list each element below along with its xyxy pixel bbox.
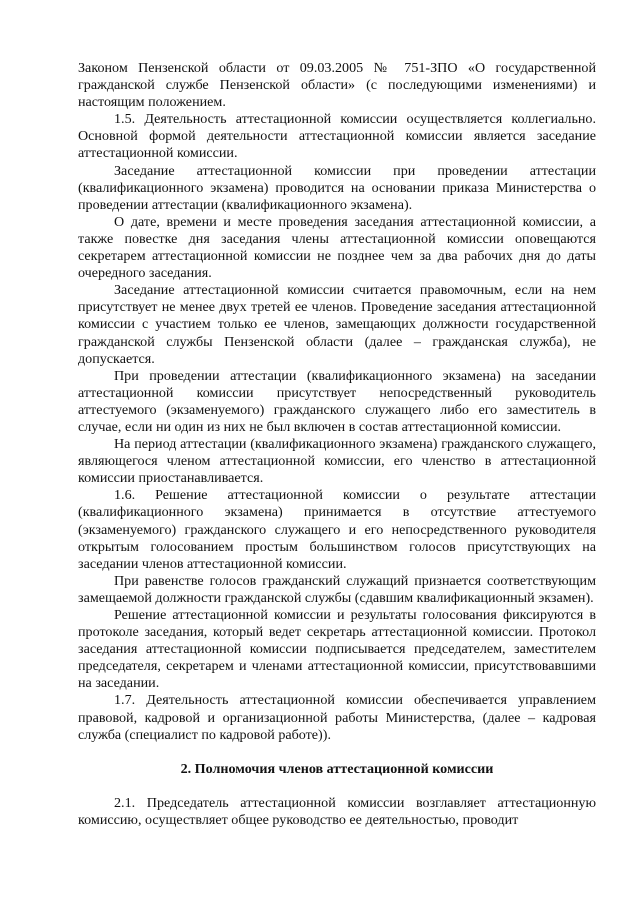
paragraph: 1.6. Решение аттестационной комиссии о результате аттестации (квалификационного экзамена) принимается в отсутствие аттестуемого (экзаменуемого) гражданского служащего и его непосредственного руководителя открытым голосованием простым большинством голосов присутствующих на заседании членов аттестационной комиссии. bbox=[78, 487, 596, 572]
paragraph: 1.5. Деятельность аттестационной комиссии осуществляется коллегиально. Основной формой деятельности аттестационной комиссии является заседание аттестационной комиссии. bbox=[78, 111, 596, 162]
paragraph: При проведении аттестации (квалификационного экзамена) на заседании аттестационной комиссии присутствует непосредственный руководитель аттестуемого (экзаменуемого) гражданского служащего либо его заместитель в случае, если ни один из них не был включен в состав аттестационной комиссии. bbox=[78, 367, 596, 435]
paragraphs-before bbox=[78, 60, 596, 744]
paragraph: О дате, времени и месте проведения заседания аттестационной комиссии, а также повестке дня заседания члены аттестационной комиссии оповещаются секретарем аттестационной комиссии не позднее чем за два рабочих дня до даты очередного заседания. bbox=[78, 213, 596, 282]
paragraphs-after bbox=[78, 795, 596, 829]
paragraph: 2.1. Председатель аттестационной комиссии возглавляет аттестационную комиссию, осуществляет общее руководство ее деятельностью, проводит bbox=[78, 794, 596, 828]
paragraph: 1.7. Деятельность аттестационной комиссии обеспечивается управлением правовой, кадровой и организационной работы Министерства, (далее – кадровая служба (специалист по кадровой работе)). bbox=[78, 692, 596, 743]
paragraph: При равенстве голосов гражданский служащий признается соответствующим замещаемой должности гражданской службы (сдавшим квалификационный экзамен). bbox=[78, 572, 596, 606]
section-heading: 2. Полномочия членов аттестационной комиссии bbox=[180, 760, 494, 777]
paragraph: Решение аттестационной комиссии и результаты голосования фиксируются в протоколе заседания, который ведет секретарь аттестационной комиссии. Протокол заседания аттестационной комиссии подписывается председателем, заместителем председателя, секретарем и членами аттестационной комиссии, присутствовавшими на заседании. bbox=[78, 607, 596, 692]
document-page bbox=[78, 60, 596, 829]
paragraph: На период аттестации (квалификационного экзамена) гражданского служащего, являющегося членом аттестационной комиссии, его членство в аттестационной комиссии приостанавливается. bbox=[78, 436, 596, 487]
paragraph: Законом Пензенской области от 09.03.2005 № 751-ЗПО «О государственной гражданской службе Пензенской области» (с последующими изменениями) и настоящим положением. bbox=[78, 60, 596, 111]
paragraph: Заседание аттестационной комиссии считается правомочным, если на нем присутствует не менее двух третей ее членов. Проведение заседания аттестационной комиссии с участием только ее членов, замещающих должности государственной гражданской службы Пензенской области (далее – гражданская служба), не допускается. bbox=[78, 282, 596, 367]
paragraph: Заседание аттестационной комиссии при проведении аттестации (квалификационного экзамена) проводится на основании приказа Министерства о проведении аттестации (квалификационного экзамена). bbox=[78, 162, 596, 213]
